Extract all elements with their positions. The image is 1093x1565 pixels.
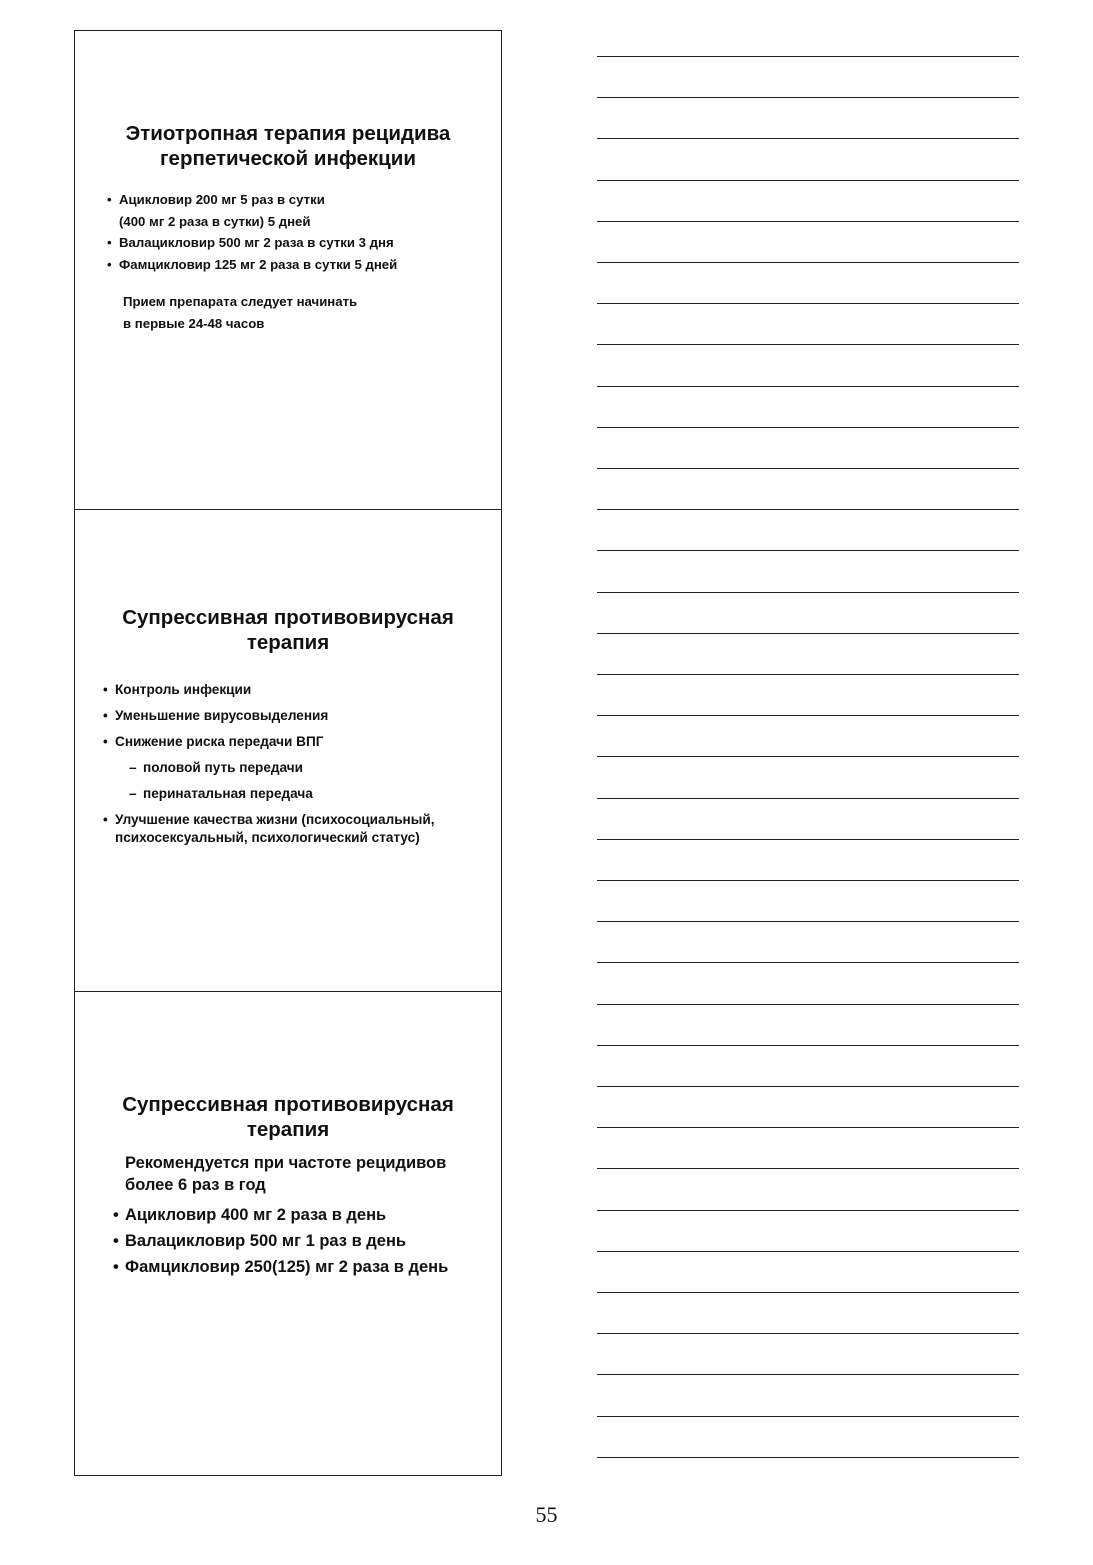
sub-list-item: – половой путь передачи	[143, 755, 501, 781]
note-line-rule	[597, 56, 1019, 57]
note-line-rule	[597, 1416, 1019, 1417]
page-number: 55	[535, 1502, 558, 1527]
note-line-rule	[597, 839, 1019, 840]
note-line-rule	[597, 1045, 1019, 1046]
list-item: • Уменьшение вирусовыделения	[115, 703, 501, 729]
bullet-list	[125, 1202, 501, 1280]
slide-suppressive-therapy-regimens	[75, 991, 501, 1477]
note-line-rule	[597, 303, 1019, 304]
note-line-rule	[597, 1457, 1019, 1458]
note-line-rule	[597, 756, 1019, 757]
note-line-rule	[597, 97, 1019, 98]
note-line-rule	[597, 180, 1019, 181]
list-item: • Валацикловир 500 мг 1 раз в день	[125, 1228, 501, 1254]
note-line-rule	[597, 1086, 1019, 1087]
slide-title: Этиотропная терапия рецидива герпетической инфекции	[125, 122, 451, 170]
note-line-rule	[597, 674, 1019, 675]
note-line-rule	[597, 550, 1019, 551]
note-line-rule	[597, 962, 1019, 963]
note-line-rule	[597, 344, 1019, 345]
slide-intro: Рекомендуется при частоте рецидивов более 6 раз в год	[125, 1154, 447, 1194]
note-line-rule	[597, 1374, 1019, 1375]
note-line-rule	[597, 715, 1019, 716]
slide-note	[123, 291, 501, 334]
note-line-rule	[597, 921, 1019, 922]
list-item-continuation: (400 мг 2 раза в сутки) 5 дней	[119, 213, 311, 229]
list-item: • Фамцикловир 250(125) мг 2 раза в день	[125, 1254, 501, 1280]
slide-title: Супрессивная противовирусная терапия	[122, 1093, 454, 1141]
bullet-list	[119, 189, 501, 275]
note-line-rule	[597, 1292, 1019, 1293]
list-item: • Валацикловир 500 мг 2 раза в сутки 3 дня	[119, 232, 501, 254]
note-line-rule	[597, 468, 1019, 469]
note-line-rule	[597, 798, 1019, 799]
note-line-rule	[597, 1127, 1019, 1128]
note-line-rule	[597, 138, 1019, 139]
note-line-rule	[597, 262, 1019, 263]
list-item: • Улучшение качества жизни (психосоциальный, психосексуальный, психологический статус)	[115, 807, 465, 847]
note-line-rule	[597, 427, 1019, 428]
note-line-rule	[597, 592, 1019, 593]
list-item: • Снижение риска передачи ВПГ	[115, 729, 501, 755]
note-line-rule	[597, 221, 1019, 222]
note-line-rule	[597, 386, 1019, 387]
note-line-rule	[597, 633, 1019, 634]
note-line-rule	[597, 509, 1019, 510]
note-line-rule	[597, 1251, 1019, 1252]
note-line-rule	[597, 880, 1019, 881]
list-item: • Ацикловир 200 мг 5 раз в сутки	[119, 189, 501, 211]
note-line-rule	[597, 1333, 1019, 1334]
list-item: • Контроль инфекции	[115, 677, 501, 703]
note-line-rule	[597, 1168, 1019, 1169]
note-line: Прием препарата следует начинать	[123, 294, 358, 309]
slide-etiotropic-therapy	[75, 31, 501, 509]
sub-list-item: – перинатальная передача	[143, 781, 501, 807]
bullet-list	[115, 677, 501, 847]
slide-suppressive-therapy-goals	[75, 509, 501, 991]
list-item: • Фамцикловир 125 мг 2 раза в сутки 5 дней	[119, 254, 501, 276]
note-line-rule	[597, 1210, 1019, 1211]
slides-frame	[74, 30, 502, 1476]
note-line: в первые 24-48 часов	[123, 315, 265, 331]
slide-title: Супрессивная противовирусная терапия	[122, 606, 454, 654]
list-item: • Ацикловир 400 мг 2 раза в день	[125, 1202, 501, 1228]
note-line-rule	[597, 1004, 1019, 1005]
